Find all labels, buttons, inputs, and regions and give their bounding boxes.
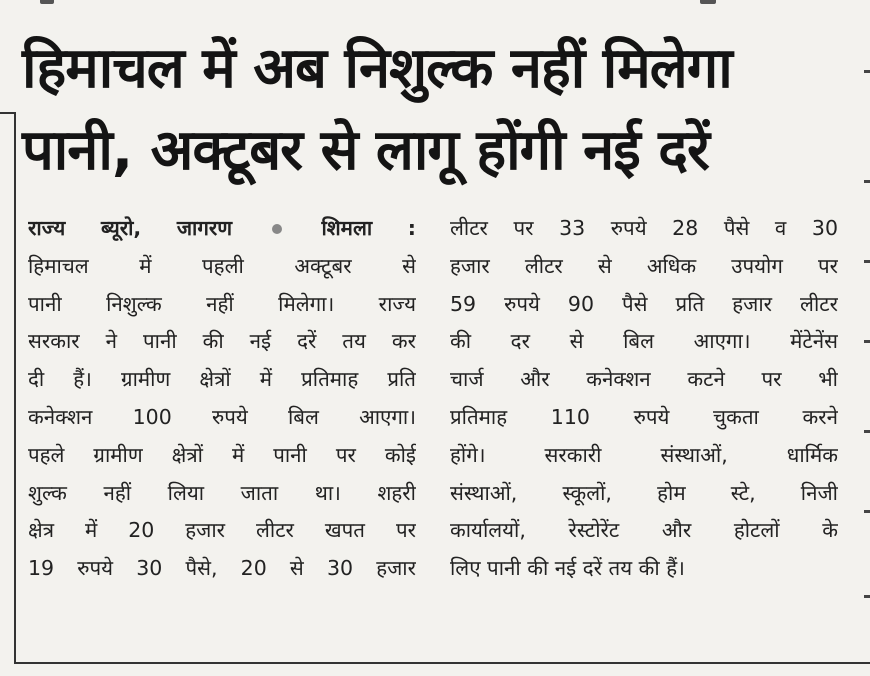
article-column-2 [450, 210, 838, 588]
headline-line-1: हिमाचल में अब निशुल्क नहीं मिलेगा [22, 36, 732, 101]
headline-line-2: पानी, अक्टूबर से लागू होंगी नई दरें [22, 118, 709, 183]
body-line: कनेक्शन 100 रुपये बिल आएगा। [28, 404, 416, 429]
dateline-bureau: राज्य ब्यूरो, जागरण [28, 216, 233, 240]
bullet-dot-icon [272, 224, 282, 234]
body-line: दी हैं। ग्रामीण क्षेत्रों में प्रतिमाह प्रति [28, 367, 416, 392]
clipped-text-fragment [40, 0, 54, 4]
column-rule-bottom [14, 662, 870, 664]
edge-mark [864, 340, 870, 343]
adjacent-article-edge [860, 50, 870, 650]
edge-mark [864, 510, 870, 513]
edge-mark [864, 180, 870, 183]
dateline-place: शिमला : [321, 216, 416, 240]
body-line: सरकार ने पानी की नई दरें तय कर [28, 329, 416, 354]
body-line: की दर से बिल आएगा। मेंटेनेंस [450, 329, 838, 354]
body-line: लीटर पर 33 रुपये 28 पैसे व 30 [450, 216, 838, 240]
body-line: होंगे। सरकारी संस्थाओं, धार्मिक [450, 442, 838, 467]
edge-mark [864, 70, 870, 73]
body-line: क्षेत्र में 20 हजार लीटर खपत पर [28, 518, 416, 543]
body-line: संस्थाओं, स्कूलों, होम स्टे, निजी [450, 480, 838, 505]
article-headline [22, 28, 852, 192]
body-line: हजार लीटर से अधिक उपयोग पर [450, 253, 838, 278]
body-line: चार्ज और कनेक्शन कटने पर भी [450, 367, 838, 392]
clipped-text-fragment [700, 0, 716, 4]
edge-mark [864, 260, 870, 263]
body-line: प्रतिमाह 110 रुपये चुकता करने [450, 404, 838, 429]
body-line: पानी निशुल्क नहीं मिलेगा। राज्य [28, 291, 416, 316]
dateline [28, 210, 416, 248]
body-line: 59 रुपये 90 पैसे प्रति हजार लीटर [450, 291, 838, 316]
body-line: लिए पानी की नई दरें तय की हैं। [450, 556, 685, 581]
column-rule-left [14, 112, 16, 664]
body-line: हिमाचल में पहली अक्टूबर से [28, 253, 416, 278]
edge-mark [864, 430, 870, 433]
body-line: पहले ग्रामीण क्षेत्रों में पानी पर कोई [28, 442, 416, 467]
clipped-top-edge [0, 0, 870, 8]
body-line: शुल्क नहीं लिया जाता था। शहरी [28, 480, 416, 505]
article-column-1 [28, 210, 416, 588]
edge-mark [864, 595, 870, 598]
body-line: कार्यालयों, रेस्टोरेंट और होटलों के [450, 518, 838, 543]
body-line: 19 रुपये 30 पैसे, 20 से 30 हजार [28, 556, 416, 581]
